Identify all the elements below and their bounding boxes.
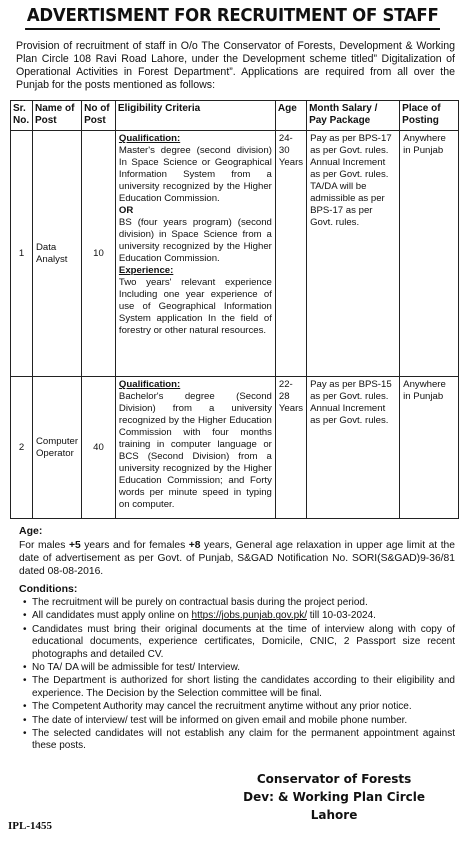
or-label: OR (118, 205, 134, 216)
conditions-list (32, 597, 455, 753)
qualification-text: Bachelor's degree (Second Division) from a university recognized by the Higher Education Commission with four months training in computer language or BCS (Second Division) from a university recognized by the Higher Education Commission; and Forty words per minute speed in typing on computer. (118, 391, 272, 510)
cell-sr: 2 (11, 377, 33, 519)
list-item: • No TA/ DA will be admissible for test/ Interview. (32, 662, 455, 674)
experience-label: Experience: (118, 265, 174, 276)
cell-place: Anywhere in Punjab (400, 377, 459, 519)
signature-line: Dev: & Working Plan Circle (243, 790, 425, 804)
col-header-age: Age (275, 101, 306, 131)
list-item: • The Department is authorized for short listing the candidates according to their eligibility and experience. The Decision by the Selection committee will be final. (32, 675, 455, 700)
age-text (19, 539, 455, 578)
age-text-part: For males (19, 540, 69, 551)
signature-line: Conservator of Forests (256, 772, 412, 786)
cell-sr: 1 (11, 131, 33, 377)
table-row (11, 131, 459, 377)
advertisement-page (6, 4, 459, 840)
cell-salary: Pay as per BPS-15 as per Govt. rules. Annual Increment as per Govt. rules. (307, 377, 400, 519)
col-header-place: Place of Posting (400, 101, 459, 131)
table-row (11, 377, 459, 519)
col-header-no: No of Post (82, 101, 116, 131)
conditions-heading: Conditions: (19, 583, 78, 595)
cell-post-name: Data Analyst (32, 131, 81, 377)
qualification-label: Qualification: (118, 133, 181, 144)
cell-criteria (115, 377, 275, 519)
col-header-name: Name of Post (32, 101, 81, 131)
apply-text: All candidates must apply online on (32, 610, 192, 622)
list-item: • The selected candidates will not establish any claim for the permanent appointment against these posts. (32, 728, 455, 753)
cell-criteria (115, 131, 275, 377)
experience-text: Two years' relevant experience Including one year experience of use of Geographical Information System application In the field of forestry or other natural resources. (118, 277, 272, 336)
col-header-criteria: Eligibility Criteria (115, 101, 275, 131)
age-heading: Age: (19, 525, 43, 537)
col-header-salary: Month Salary / Pay Package (307, 101, 400, 131)
cell-age: 22-28 Years (275, 377, 306, 519)
list-item: • The recruitment will be purely on contractual basis during the project period. (32, 597, 455, 609)
qualification-text: Master's degree (second division) In Space Science or Geographical Information System from a university recognized by the Higher Education Commission. (118, 145, 272, 204)
cell-age: 24-30 Years (275, 131, 306, 377)
apply-link[interactable]: https://jobs.punjab.gov.pk/ (191, 610, 307, 622)
title-wrap (6, 4, 459, 34)
cell-salary: Pay as per BPS-17 as per Govt. rules. Annual Increment as per Govt. rules. TA/DA will be admissible as per BPS-17 as per Govt. rules. (307, 131, 400, 377)
page-title: ADVERTISMENT FOR RECRUITMENT OF STAFF (25, 4, 440, 30)
list-item: • The date of interview/ test will be informed on given email and mobile phone number. (32, 715, 455, 727)
female-relaxation: +8 (188, 540, 201, 551)
cell-post-count: 10 (82, 131, 116, 377)
signature-block (243, 770, 425, 824)
signature-line: Lahore (310, 808, 358, 822)
cell-post-name: Computer Operator (32, 377, 81, 519)
col-header-sr: Sr. No. (11, 101, 33, 131)
table-header-row (11, 101, 459, 131)
ipl-code: IPL-1455 (8, 820, 52, 832)
posts-table (10, 100, 459, 519)
apply-deadline: till 10-03-2024. (307, 610, 376, 622)
list-item: • The Competent Authority may cancel the recruitment anytime without any prior notice. (32, 701, 455, 713)
qualification-alt-text: BS (four years program) (second division) in Space Science from a university recognized by the Higher Education Commission. (118, 217, 272, 264)
cell-place: Anywhere in Punjab (400, 131, 459, 377)
list-item (32, 610, 455, 622)
cell-post-count: 40 (82, 377, 116, 519)
age-text-part: years, General age relaxation in upper age limit at the date of advertisement as per Govt. of Punjab, S&GAD Notification No. SORI(S&GAD)9-36/81 dated 08-08-2016. (19, 540, 456, 577)
qualification-label: Qualification: (118, 379, 181, 390)
male-relaxation: +5 (68, 540, 81, 551)
age-text-part: years and for females (80, 540, 189, 551)
intro-paragraph: Provision of recruitment of staff in O/o The Conservator of Forests, Development & Working Plan Circle 108 Ravi Road Lahore, under the Development scheme titled” Digitalization of Operational Activities in Forest Department”. Applications are required from all over the Punjab for the posts mentioned as follows: (16, 40, 455, 91)
list-item: • Candidates must bring their original documents at the time of interview along with copy of educational documents, experience certificates, Domicile, CNIC, 2 Passport size recent photographs and detailed CV. (32, 624, 455, 661)
